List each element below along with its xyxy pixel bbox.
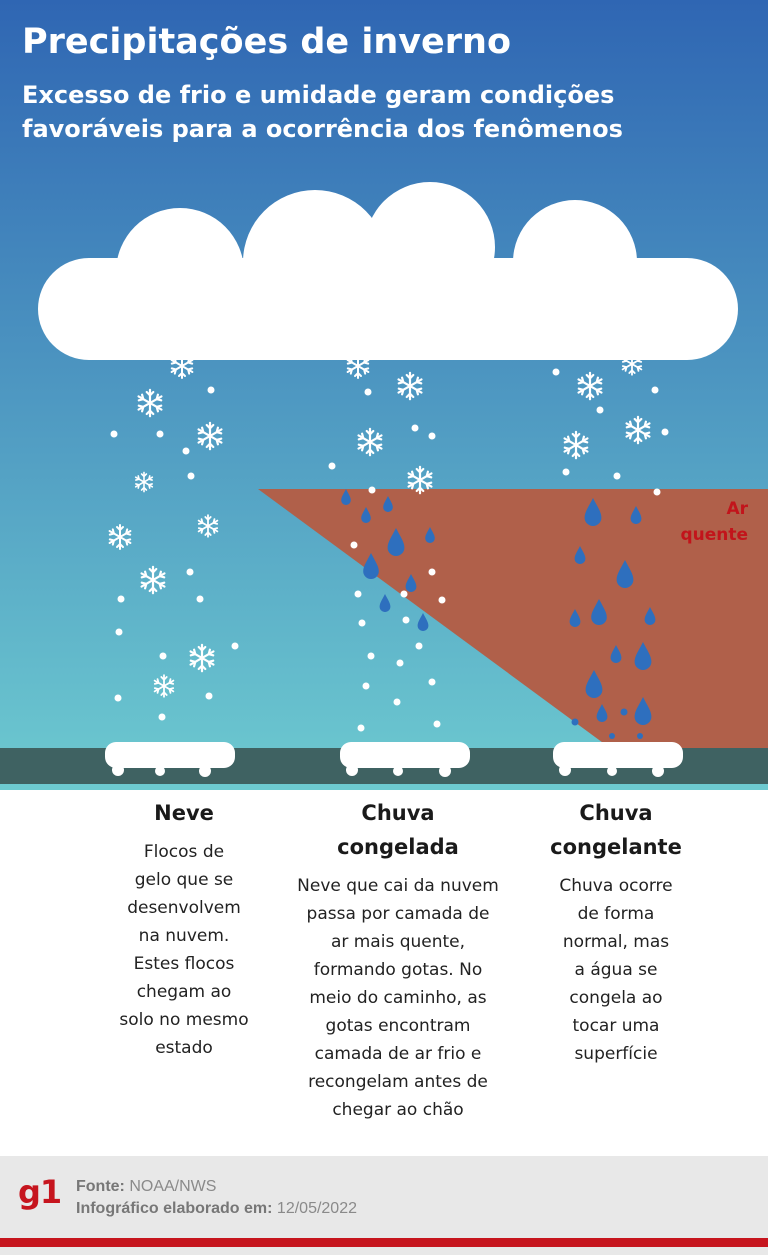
column-title-line: Chuva	[361, 801, 435, 825]
text-line: Chuva ocorre	[559, 876, 673, 896]
source-line	[76, 1176, 357, 1198]
page-subtitle: Excesso de frio e umidade geram condições favoráveis para a ocorrência dos fenômenos	[22, 81, 623, 143]
text-line: gelo que se	[134, 870, 234, 890]
page-title: Precipitações de inverno	[22, 22, 512, 62]
warm-air-label: quente	[680, 525, 748, 545]
date-label: Infográfico elaborado em:	[76, 1200, 273, 1217]
text-line: normal, mas	[562, 932, 670, 952]
text-line: tocar uma	[572, 1016, 660, 1036]
g1-logo: g1	[18, 1173, 62, 1211]
text-line: desenvolvem	[127, 898, 241, 918]
column-title-line: Chuva	[579, 801, 653, 825]
column-title-line: congelante	[550, 835, 682, 859]
column-title	[270, 796, 526, 864]
text-line: superfície	[574, 1044, 658, 1064]
text-line: Neve que cai da nuvem	[297, 876, 499, 896]
column-description	[270, 872, 526, 1124]
text-line: chegar ao chão	[332, 1100, 464, 1120]
text-line: congela ao	[569, 988, 663, 1008]
source-label: Fonte:	[76, 1178, 125, 1195]
column-chuva-congelante	[530, 796, 702, 1068]
warm-air-label: Ar	[726, 499, 748, 519]
column-title-line: Neve	[154, 801, 214, 825]
date-line	[76, 1198, 357, 1220]
column-title	[84, 796, 284, 830]
text-line: Flocos de	[143, 842, 225, 862]
text-line: recongelam antes de	[308, 1072, 488, 1092]
text-line: Estes flocos	[133, 954, 235, 974]
column-title	[530, 796, 702, 864]
text-line: gotas encontram	[325, 1016, 471, 1036]
column-chuva-congelada	[270, 796, 526, 1124]
source-value: NOAA/NWS	[129, 1178, 217, 1195]
column-description	[530, 872, 702, 1068]
credits	[76, 1176, 357, 1220]
column-description	[84, 838, 284, 1062]
text-line: passa por camada de	[306, 904, 490, 924]
text-line: solo no mesmo	[119, 1010, 249, 1030]
footer	[0, 1156, 768, 1255]
text-line: chegam ao	[136, 982, 232, 1002]
text-line: formando gotas. No	[313, 960, 483, 980]
text-line: na nuvem.	[138, 926, 230, 946]
text-line: ar mais quente,	[330, 932, 466, 952]
text-line: de forma	[577, 904, 655, 924]
column-neve	[84, 796, 284, 1062]
date-value: 12/05/2022	[276, 1200, 357, 1217]
footer-accent-bar	[0, 1238, 768, 1247]
text-line: a água se	[574, 960, 658, 980]
text-line: camada de ar frio e	[314, 1044, 482, 1064]
text-line: estado	[155, 1038, 213, 1058]
text-line: meio do caminho, as	[309, 988, 487, 1008]
column-title-line: congelada	[337, 835, 459, 859]
